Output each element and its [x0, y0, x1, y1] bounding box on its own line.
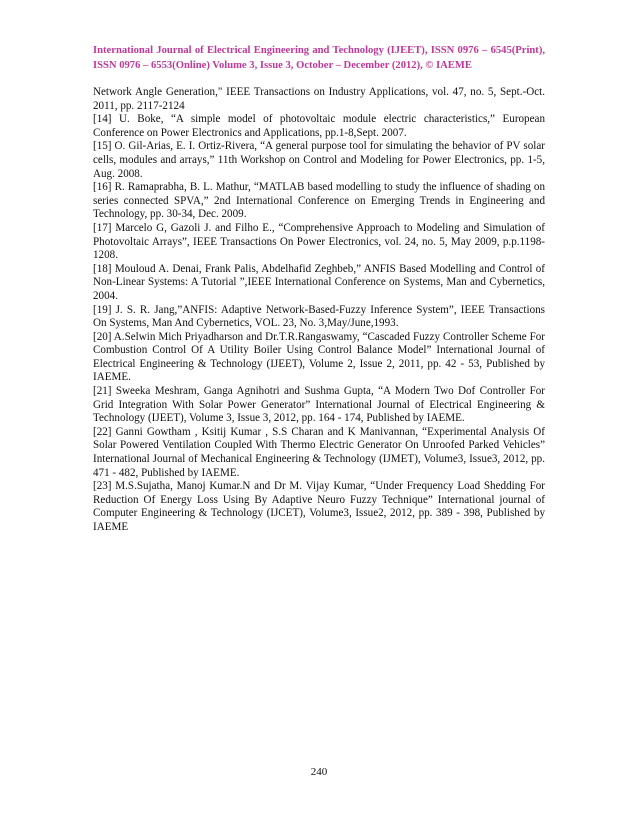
running-header: [93, 43, 545, 73]
reference-14: [14] U. Boke, “A simple model of photovoltaic module electric characteristics,” European Conference on Power Electronics and Applications, pp.1-8,Sept. 2007.: [93, 113, 545, 139]
reference-19: [19] J. S. R. Jang,”ANFIS: Adaptive Network-Based-Fuzzy Inference System”, IEEE Transactions On Systems, Man And Cybernetics, VOL. 23, No. 3,May/June,1993.: [93, 303, 545, 330]
page-number: 240: [310, 766, 328, 778]
reference-16: [16] R. Ramaprabha, B. L. Mathur, “MATLAB based modelling to study the influence of shading on series connected SPVA,” 2nd International Conference on Emerging Trends in Engineering and Technology, pp. 30-34, Dec. 2009.: [93, 181, 545, 221]
reference-18: [18] Mouloud A. Denai, Frank Palis, Abdelhafid Zeghbeb,” ANFIS Based Modelling and Control of Non-Linear Systems: A Tutorial ”,IEEE International Conference on Systems, Man and Cybernetics, 2004.: [93, 262, 545, 302]
reference-23: [23] M.S.Sujatha, Manoj Kumar.N and Dr M. Vijay Kumar, “Under Frequency Load Shedding For Reduction Of Energy Loss Using By Adaptive Neuro Fuzzy Technique” International journal of Computer Engineering & Technology (IJCET), Volume3, Issue2, 2012, pp. 389 - 398, Published by IAEME: [93, 480, 545, 533]
reference-list: [93, 86, 545, 535]
reference-21: [21] Sweeka Meshram, Ganga Agnihotri and Sushma Gupta, “A Modern Two Dof Controller For Grid Integration With Solar Power Generator” International Journal of Electrical Engineering & Technology (IJEET), Volume 3, Issue 3, 2012, pp. 164 - 174, Published by IAEME.: [93, 385, 545, 425]
reference-17: [17] Marcelo G, Gazoli J. and Filho E., “Comprehensive Approach to Modeling and Simulation of Photovoltaic Arrays”, IEEE Transactions On Power Electronics, vol. 24, no. 5, May 2009, p.p.1198-1208.: [93, 221, 545, 262]
reference-22: [22] Ganni Gowtham , Ksitij Kumar , S.S Charan and K Manivannan, “Experimental Analysis Of Solar Powered Ventilation Coupled With Thermo Electric Generator On Unroofed Parked Vehicles” International Journal of Mechanical Engineering & Technology (IJMET), Volume3, Issue3, 2012, pp. 471 - 482, Published by IAEME.: [93, 425, 545, 479]
reference-15: [15] O. Gil-Arias, E. I. Ortiz-Rivera, “A general purpose tool for simulating the behavior of PV solar cells, modules and arrays,” 11th Workshop on Control and Modeling for Power Electronics, pp. 1-5, Aug. 2008.: [93, 140, 545, 180]
reference-20: [20] A.Selwin Mich Priyadharson and Dr.T.R.Rangaswamy, “Cascaded Fuzzy Controller Scheme For Combustion Control Of A Utility Boiler Using Control Balance Model” International Journal of Electrical Engineering & Technology (IJEET), Volume 2, Issue 2, 2011, pp. 42 - 53, Published by IAEME.: [93, 330, 545, 384]
journal-header-text: International Journal of Electrical Engineering and Technology (IJEET), ISSN 0976 – 6545(Print), ISSN 0976 – 6553(Online) Volume 3, Issue 3, October – December (2012), © IAEME: [93, 45, 545, 71]
reference-continuation: Network Angle Generation," IEEE Transactions on Industry Applications, vol. 47, no. 5, Sept.-Oct. 2011, pp. 2117-2124: [93, 86, 545, 112]
